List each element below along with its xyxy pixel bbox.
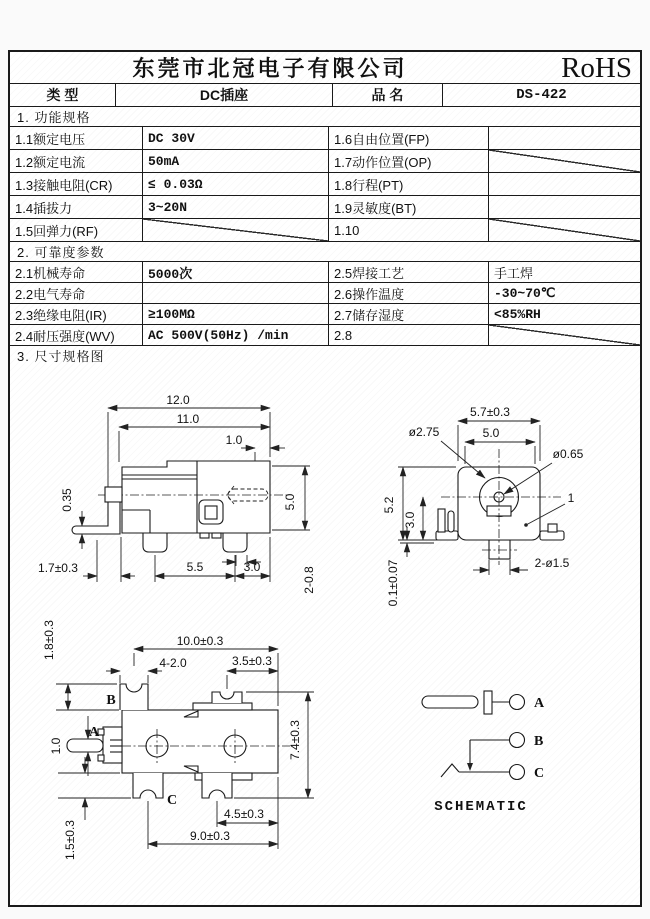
reliability-spec-table bbox=[10, 261, 640, 345]
spec-label: 2.2电气寿命 bbox=[10, 282, 142, 303]
spec-label: 2.6操作温度 bbox=[328, 282, 488, 303]
spec-label: 1.6自由位置(FP) bbox=[328, 126, 488, 149]
type-value: DC插座 bbox=[115, 84, 332, 106]
dim-front-5: 5.0 bbox=[482, 426, 500, 440]
spec-value-na bbox=[488, 324, 640, 345]
spec-value: 3~20N bbox=[142, 195, 328, 218]
dim-side-208: 2-0.8 bbox=[302, 566, 316, 594]
pin-label-b: B bbox=[106, 693, 116, 708]
dim-top-45: 4.5±0.3 bbox=[224, 807, 264, 821]
type-label: 类 型 bbox=[46, 87, 79, 104]
dim-front-52: 5.2 bbox=[382, 496, 396, 514]
spec-value-na bbox=[488, 149, 640, 172]
section1-title: 1. 功能规格 bbox=[10, 106, 640, 126]
dimension-drawing-area bbox=[10, 365, 640, 905]
spec-value: <85%RH bbox=[488, 303, 640, 324]
spec-label: 1.5回弹力(RF) bbox=[10, 218, 142, 241]
dim-front-57: 5.7±0.3 bbox=[470, 405, 510, 419]
dim-front-065: ø0.65 bbox=[552, 447, 584, 461]
front-view bbox=[382, 405, 584, 606]
dim-front-275: ø2.75 bbox=[408, 425, 440, 439]
spec-value-na bbox=[142, 218, 328, 241]
dim-top-18: 1.8±0.3 bbox=[42, 620, 56, 660]
type-row bbox=[10, 83, 640, 106]
section3-title: 3. 尺寸规格图 bbox=[10, 345, 640, 365]
dim-front-3: 3.0 bbox=[403, 511, 417, 529]
dim-side-5: 5.0 bbox=[283, 493, 297, 511]
section2-title: 2. 可靠度参数 bbox=[10, 241, 640, 261]
dim-top-42: 4-2.0 bbox=[159, 656, 187, 670]
spec-label: 1.8行程(PT) bbox=[328, 172, 488, 195]
dimension-drawings bbox=[10, 365, 640, 905]
spec-value: ≤ 0.03Ω bbox=[142, 172, 328, 195]
side-view bbox=[38, 393, 316, 594]
spec-label: 1.3接触电阻(CR) bbox=[10, 172, 142, 195]
spec-value: 50mA bbox=[142, 149, 328, 172]
dim-side-12: 12.0 bbox=[166, 393, 190, 407]
spec-label: 2.3绝缘电阻(IR) bbox=[10, 303, 142, 324]
dim-front-215: 2-ø1.5 bbox=[534, 556, 570, 570]
spec-value: 手工焊 bbox=[488, 261, 640, 282]
dim-front-01: 0.1±0.07 bbox=[386, 559, 400, 607]
spec-label: 2.4耐压强度(WV) bbox=[10, 324, 142, 345]
schematic-terminal-a: A bbox=[534, 696, 545, 711]
part-number: DS-422 bbox=[442, 84, 640, 106]
rohs-mark: RoHS bbox=[561, 52, 632, 84]
spec-value: ≥100MΩ bbox=[142, 303, 328, 324]
spec-label: 2.7储存湿度 bbox=[328, 303, 488, 324]
dim-side-55: 5.5 bbox=[186, 560, 204, 574]
spec-value-empty bbox=[488, 195, 640, 218]
part-name-label: 品 名 bbox=[332, 84, 442, 106]
spec-value-empty bbox=[488, 126, 640, 149]
spec-label: 2.1机械寿命 bbox=[10, 261, 142, 282]
spec-label: 2.8 bbox=[328, 324, 488, 345]
spec-value: AC 500V(50Hz) /min bbox=[142, 324, 328, 345]
spec-label: 1.10 bbox=[328, 218, 488, 241]
dim-side-11: 11.0 bbox=[176, 412, 200, 426]
dim-top-35: 3.5±0.3 bbox=[232, 654, 272, 668]
dim-top-9: 9.0±0.3 bbox=[190, 829, 230, 843]
dim-side-035: 0.35 bbox=[60, 488, 74, 512]
spec-label: 1.2额定电流 bbox=[10, 149, 142, 172]
dim-top-10: 10.0±0.3 bbox=[176, 634, 224, 648]
spec-label: 1.1额定电压 bbox=[10, 126, 142, 149]
functional-spec-table bbox=[10, 126, 640, 241]
spec-value: -30~70℃ bbox=[488, 282, 640, 303]
schematic-caption: SCHEMATIC bbox=[434, 799, 528, 815]
spec-label: 2.5焊接工艺 bbox=[328, 261, 488, 282]
schematic bbox=[422, 691, 545, 815]
spec-value-empty bbox=[142, 282, 328, 303]
spec-value-na bbox=[488, 218, 640, 241]
spec-label: 1.7动作位置(OP) bbox=[328, 149, 488, 172]
schematic-terminal-c: C bbox=[534, 766, 545, 781]
company-name: 东莞市北冠电子有限公司 bbox=[132, 56, 408, 82]
spec-value-empty bbox=[488, 172, 640, 195]
spec-value: DC 30V bbox=[142, 126, 328, 149]
dim-top-74: 7.4±0.3 bbox=[288, 720, 302, 760]
pin-label-c: C bbox=[166, 793, 178, 808]
part-callout-1: 1 bbox=[567, 491, 575, 505]
dim-side-3: 3.0 bbox=[243, 560, 261, 574]
spec-label: 1.9灵敏度(BT) bbox=[328, 195, 488, 218]
schematic-terminal-b: B bbox=[534, 734, 544, 749]
dim-side-17: 1.7±0.3 bbox=[38, 561, 78, 575]
spec-label: 1.4插拔力 bbox=[10, 195, 142, 218]
pin-label-a: A bbox=[88, 725, 100, 740]
dim-top-15: 1.5±0.3 bbox=[63, 820, 77, 860]
top-view bbox=[42, 620, 314, 860]
datasheet-page bbox=[8, 50, 642, 907]
dim-side-1: 1.0 bbox=[225, 433, 243, 447]
spec-value: 5000次 bbox=[142, 261, 328, 282]
title-row bbox=[10, 52, 640, 83]
dim-top-1: 1.0 bbox=[49, 737, 63, 755]
